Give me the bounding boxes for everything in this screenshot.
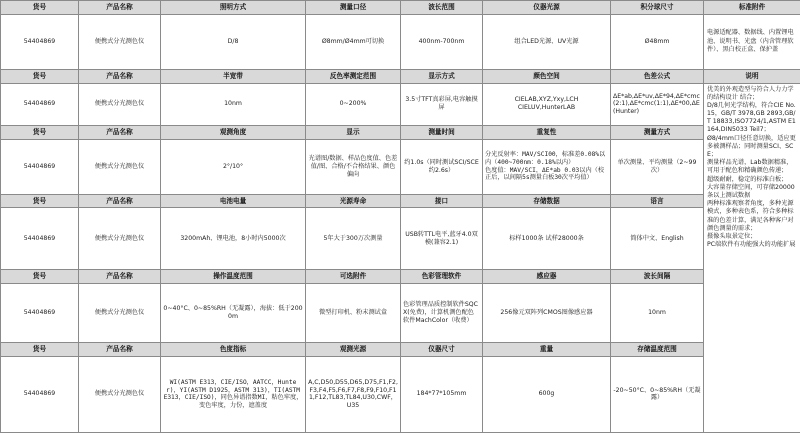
side-accessories-text: 电源适配器、数据线、内置锂电池、说明书、光盘（内含管理软件）、黑白校正盒、保护盖 [704, 14, 800, 69]
header-cell: 产品名称 [79, 194, 161, 208]
table-row [1, 14, 800, 69]
table-row [1, 83, 800, 125]
value-cell: 单次测量、平均测量（2~99次） [611, 139, 704, 194]
product-name: 便携式分光测色仪 [79, 139, 161, 194]
product-name: 便携式分光测色仪 [79, 283, 161, 342]
table-row [1, 139, 800, 194]
header-cell: 测量时间 [401, 125, 483, 139]
item-number: 54404869 [1, 139, 79, 194]
item-number: 54404869 [1, 83, 79, 125]
header-cell: 观测角度 [161, 125, 306, 139]
value-cell: 3200mAh、锂电池，8小时内5000次 [161, 208, 306, 269]
header-cell: 货号 [1, 269, 79, 283]
value-cell: 5年大于300万次测量 [306, 208, 401, 269]
table-header-row [1, 194, 800, 208]
table-header-row [1, 69, 800, 83]
header-cell: 感应器 [483, 269, 611, 283]
header-cell: 电池电量 [161, 194, 306, 208]
value-cell: 色彩管理品质控制软件SQCX(免费)，计算机测色配色软件MachColor（收费） [401, 283, 483, 342]
value-cell: D/8 [161, 14, 306, 69]
header-cell: 产品名称 [79, 69, 161, 83]
value-cell: 0~200% [306, 83, 401, 125]
value-cell: 约1.0s（同时测试SCI/SCE 约2.6s） [401, 139, 483, 194]
table-row [1, 283, 800, 342]
value-cell: Ø48mm [611, 14, 704, 69]
header-cell: 波长范围 [401, 1, 483, 15]
header-cell: 波长间隔 [611, 269, 704, 283]
product-name: 便携式分光测色仪 [79, 14, 161, 69]
header-cell: 可选附件 [306, 269, 401, 283]
value-cell: 2°/10° [161, 139, 306, 194]
header-cell: 货号 [1, 342, 79, 356]
value-cell: 0~40°C、0~85%RH（无凝露），海拔：低于2000m [161, 283, 306, 342]
side-notes-text: 优美的外观造型与符合人力力学的结构设计 结合； D/8几何光学结构，符合CIE No.15，GB/T 3978,GB 2893,GB/T 18833,ISO7724/1,ASTM E1164,DIN5033 Teil7； Ø8/4mm口径任意切换，适应更多被测样品；同时测量SCI、SCE； 测量样品光谱，Lab数据精准，可用于配色和精确颜色传递； 超级耐耐，稳定的标准白板； 大容量存储空间，可存储20000条以上测试数据 两种标准观察者角度，多种光源模式，多种表色系，符合多种标准的色差计算，满足各种客户对颜色测量的需求； 摄像头取景定位； PC端软件有功能强大的功能扩展 [704, 83, 800, 432]
header-cell: 测量口径 [306, 1, 401, 15]
header-cell: 货号 [1, 194, 79, 208]
header-cell: 仪器光源 [483, 1, 611, 15]
table-header-row [1, 342, 800, 356]
side-header-accessories: 标准附件 [704, 1, 800, 15]
item-number: 54404869 [1, 208, 79, 269]
header-cell: 货号 [1, 1, 79, 15]
value-cell: 组合LED光源、UV光源 [483, 14, 611, 69]
value-cell: ΔE*ab,ΔE*uv,ΔE*94,ΔE*cmc(2:1),ΔE*cmc(1:1),ΔE*00,ΔE(Hunter) [611, 83, 704, 125]
header-cell: 接口 [401, 194, 483, 208]
value-cell: 400nm-700nm [401, 14, 483, 69]
value-cell: 10nm [161, 83, 306, 125]
value-cell: 光谱图/数据、样品色度值、色差值/图、合格/不合格结果、颜色偏向 [306, 139, 401, 194]
header-cell: 照明方式 [161, 1, 306, 15]
header-cell: 产品名称 [79, 125, 161, 139]
header-cell: 重复性 [483, 125, 611, 139]
value-cell: CIELAB,XYZ,Yxy,LCH CIELUV,HunterLAB [483, 83, 611, 125]
header-cell: 显示方式 [401, 69, 483, 83]
header-cell: 货号 [1, 125, 79, 139]
value-cell: WI(ASTM E313，CIE/ISO，AATCC，Hunter)，YI(ASTM D1925，ASTM 313)，TI(ASTM E313，CIE/ISO)，同色异谱指数MI，粘色牢度，变色牢度，力份，遮盖度 [161, 356, 306, 432]
value-cell: 简体中文、English [611, 208, 704, 269]
header-cell: 色度指标 [161, 342, 306, 356]
header-cell: 产品名称 [79, 269, 161, 283]
header-cell: 存储温度范围 [611, 342, 704, 356]
header-cell: 语言 [611, 194, 704, 208]
product-name: 便携式分光测色仪 [79, 208, 161, 269]
header-cell: 产品名称 [79, 342, 161, 356]
table-row [1, 356, 800, 432]
value-cell: 3.5寸TFT真彩屏,电容触摸屏 [401, 83, 483, 125]
header-cell: 显示 [306, 125, 401, 139]
header-cell: 积分球尺寸 [611, 1, 704, 15]
product-name: 便携式分光测色仪 [79, 83, 161, 125]
value-cell: USB转TTL电平,蓝牙4.0双模(兼容2.1) [401, 208, 483, 269]
header-cell: 重量 [483, 342, 611, 356]
value-cell: 标样1000条 试样28000条 [483, 208, 611, 269]
value-cell: -20~50°C、0~85%RH（无凝露） [611, 356, 704, 432]
item-number: 54404869 [1, 283, 79, 342]
value-cell: 微型打印机、粉末测试盒 [306, 283, 401, 342]
value-cell: 256像元双阵列CMOS图像感应器 [483, 283, 611, 342]
header-cell: 产品名称 [79, 1, 161, 15]
table-header-row [1, 125, 800, 139]
item-number: 54404869 [1, 14, 79, 69]
header-cell: 反色率测定范围 [306, 69, 401, 83]
header-cell: 半宽带 [161, 69, 306, 83]
product-name: 便携式分光测色仪 [79, 356, 161, 432]
table-row [1, 208, 800, 269]
header-cell: 仪器尺寸 [401, 342, 483, 356]
item-number: 54404869 [1, 356, 79, 432]
value-cell: Ø8mm/Ø4mm可切换 [306, 14, 401, 69]
value-cell: A,C,D50,D55,D65,D75,F1,F2,F3,F4,F5,F6,F7,F8,F9,F10,F11,F12,TL83,TL84,U30,CWF，U35 [306, 356, 401, 432]
header-cell: 色彩管理软件 [401, 269, 483, 283]
table-header-row [1, 1, 800, 15]
header-cell: 货号 [1, 69, 79, 83]
header-cell: 光源寿命 [306, 194, 401, 208]
value-cell: 600g [483, 356, 611, 432]
value-cell: 184*77*105mm [401, 356, 483, 432]
value-cell: 10nm [611, 283, 704, 342]
header-cell: 测量方式 [611, 125, 704, 139]
header-cell: 观测光源 [306, 342, 401, 356]
value-cell: 分光反射率：MAV/SCI00，标准差0.08%以内（400~700nm：0.18%以内） 色度值：MAV/SCI，ΔE*ab 0.03以内（校正后，以间隔5s测量白板30次平均值） [483, 139, 611, 194]
header-cell: 颜色空间 [483, 69, 611, 83]
header-cell: 色差公式 [611, 69, 704, 83]
header-cell: 操作温度范围 [161, 269, 306, 283]
side-header-notes: 说明 [704, 69, 800, 83]
header-cell: 存储数据 [483, 194, 611, 208]
table-header-row [1, 269, 800, 283]
